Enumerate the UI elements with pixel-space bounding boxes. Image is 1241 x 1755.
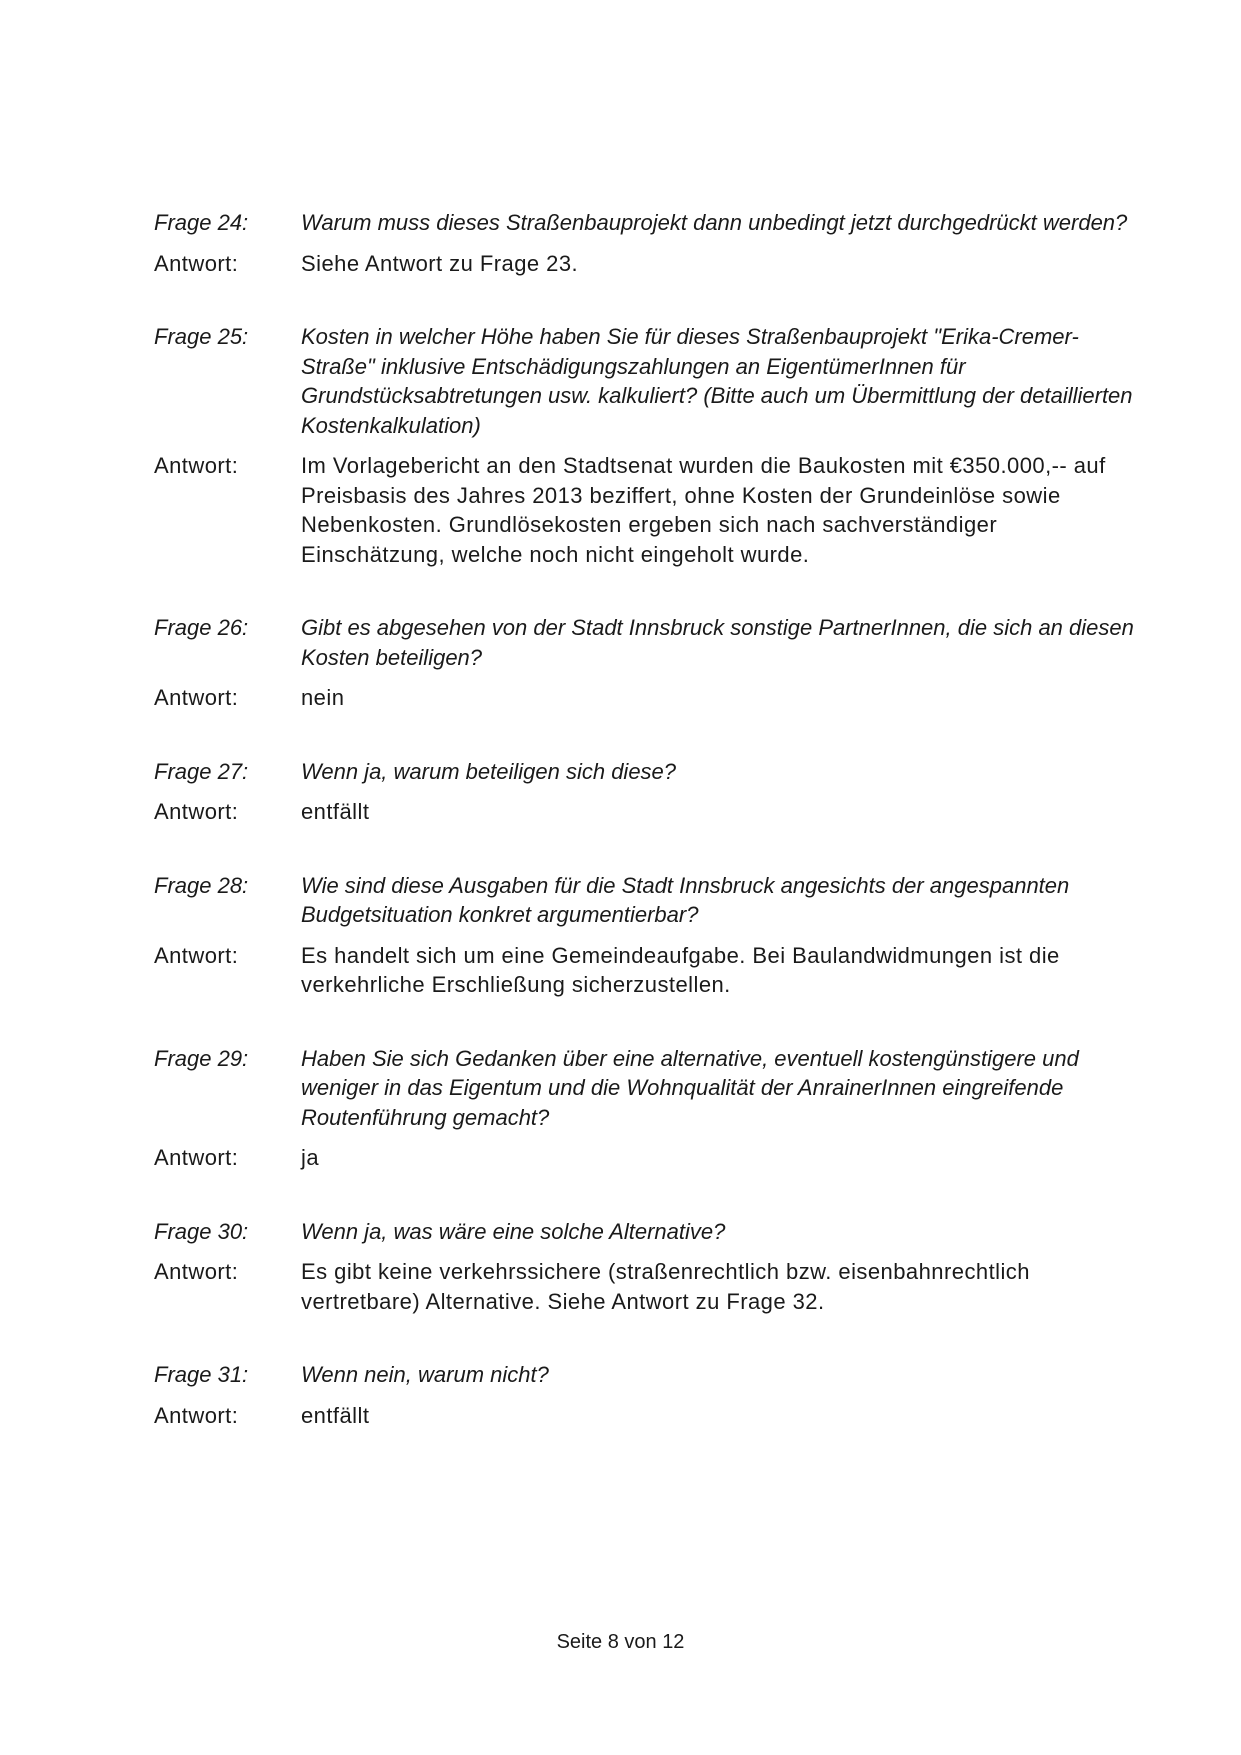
question-text: Warum muss dieses Straßenbauprojekt dann unbedingt jetzt durchgedrückt werden?: [301, 210, 1128, 235]
qa-entry-31: [154, 1360, 1144, 1430]
question-text: Haben Sie sich Gedanken über eine alternative, eventuell kostengünstigere und weniger in das Eigentum und die Wohnqualität der AnrainerInnen eingreifende Routenführung gemacht?: [301, 1045, 1079, 1130]
question-row: [154, 322, 1144, 440]
answer-label: Antwort:: [154, 1402, 239, 1428]
answer-row: [154, 249, 1144, 279]
answer-text: nein: [301, 685, 345, 710]
answer-text: Siehe Antwort zu Frage 23.: [301, 250, 579, 276]
answer-label: Antwort:: [154, 942, 239, 968]
qa-entry-25: [154, 322, 1144, 569]
question-label: Frage 27:: [154, 758, 249, 784]
answer-row: [154, 1143, 1144, 1173]
qa-entry-27: [154, 757, 1144, 827]
question-text: Wenn nein, warum nicht?: [301, 1362, 549, 1387]
answer-label: Antwort:: [154, 685, 239, 710]
qa-list: [154, 208, 1144, 1474]
answer-row: [154, 941, 1144, 1000]
question-row: [154, 1044, 1144, 1133]
answer-label: Antwort:: [154, 1259, 239, 1284]
question-label: Frage 24:: [154, 210, 249, 235]
answer-row: [154, 451, 1144, 569]
qa-entry-29: [154, 1044, 1144, 1173]
question-label: Frage 26:: [154, 615, 249, 640]
question-row: [154, 871, 1144, 930]
question-label: Frage 29:: [154, 1045, 249, 1071]
qa-entry-26: [154, 613, 1144, 713]
answer-label: Antwort:: [154, 453, 239, 478]
question-text: Wenn ja, was wäre eine solche Alternative?: [301, 1218, 726, 1244]
answer-label: Antwort:: [154, 799, 239, 824]
answer-text: ja: [301, 1145, 320, 1170]
qa-entry-30: [154, 1217, 1144, 1317]
question-label: Frage 28:: [154, 872, 249, 898]
answer-label: Antwort:: [154, 1145, 239, 1170]
page-number: Seite 8 von 12: [556, 1631, 685, 1653]
answer-text: Im Vorlagebericht an den Stadtsenat wurden die Baukosten mit €350.000,-- auf Preisbasis des Jahres 2013 beziffert, ohne Kosten der Grundeinlöse sowie Nebenkosten. Grundlösekosten ergeben sich nach sachverständiger Einschätzung, welche noch nicht eingeholt wurde.: [301, 453, 1106, 567]
answer-label: Antwort:: [154, 250, 239, 276]
question-text: Kosten in welcher Höhe haben Sie für dieses Straßenbauprojekt "Erika-Cremer-Straße" inklusive Entschädigungszahlungen an EigentümerInnen für Grundstücksabtretungen usw. kalkuliert? (Bitte auch um Übermittlung der detaillierten Kostenkalkulation): [301, 324, 1133, 438]
qa-entry-28: [154, 871, 1144, 1000]
question-label: Frage 30:: [154, 1218, 249, 1244]
question-row: [154, 613, 1144, 672]
answer-row: [154, 1401, 1144, 1431]
question-label: Frage 25:: [154, 324, 249, 349]
question-row: [154, 1360, 1144, 1390]
answer-text: entfällt: [301, 799, 370, 824]
qa-entry-24: [154, 208, 1144, 278]
answer-text: Es handelt sich um eine Gemeindeaufgabe. Bei Baulandwidmungen ist die verkehrliche Erschließung sicherzustellen.: [301, 942, 1060, 997]
question-row: [154, 757, 1144, 787]
question-text: Wenn ja, warum beteiligen sich diese?: [301, 758, 677, 784]
answer-text: Es gibt keine verkehrssichere (straßenrechtlich bzw. eisenbahnrechtlich vertretbare) Alternative. Siehe Antwort zu Frage 32.: [301, 1259, 1030, 1314]
answer-row: [154, 1257, 1144, 1316]
answer-row: [154, 797, 1144, 827]
question-text: Wie sind diese Ausgaben für die Stadt Innsbruck angesichts der angespannten Budgetsituation konkret argumentierbar?: [301, 872, 1070, 927]
question-row: [154, 1217, 1144, 1247]
question-row: [154, 208, 1144, 238]
answer-row: [154, 683, 1144, 713]
answer-text: entfällt: [301, 1402, 370, 1428]
question-label: Frage 31:: [154, 1362, 249, 1387]
question-text: Gibt es abgesehen von der Stadt Innsbruck sonstige PartnerInnen, die sich an diesen Kosten beteiligen?: [301, 615, 1134, 670]
